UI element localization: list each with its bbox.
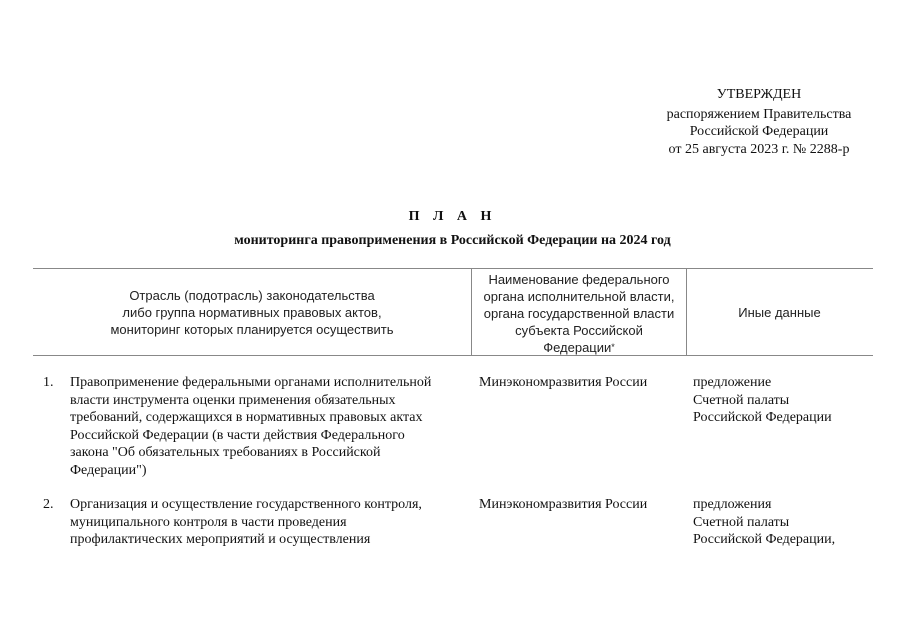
row-branch-text: Организация и осуществление государственного контроля, муниципального контроля в части проведения профилактических мероприятий и осуществления bbox=[70, 497, 422, 547]
table-row bbox=[33, 496, 873, 556]
row-branch-text: Правоприменение федеральными органами исполнительной власти инструмента оценки применения обязательных требований, содержащихся в нормативных правовых актах Российской Федерации (в части действия Федерального закона "Об обязательных требованиях в Российской Федерации") bbox=[70, 375, 432, 478]
row-number: 2. bbox=[43, 497, 54, 512]
header-cell-authority bbox=[471, 269, 687, 355]
row-other-data: предложения Счетной палаты Российской Федерации, bbox=[693, 497, 836, 547]
approval-heading: УТВЕРЖДЕН bbox=[716, 87, 802, 102]
table-header bbox=[33, 268, 873, 356]
approval-line-1: распоряжением Правительства bbox=[666, 106, 852, 122]
row-authority: Минэкономразвития России bbox=[479, 497, 648, 512]
header-other-text: Иные данные bbox=[738, 304, 821, 320]
header-cell-branch bbox=[33, 269, 471, 355]
header-authority-content bbox=[484, 269, 675, 356]
row-number: 1. bbox=[43, 375, 54, 390]
header-cell-other bbox=[686, 269, 873, 355]
document-subtitle: мониторинга правоприменения в Российской Федерации на 2024 год bbox=[234, 233, 671, 248]
header-authority-text: Наименование федерального органа исполнительной власти, органа государственной власти субъекта Российской Федерации bbox=[483, 271, 675, 355]
row-other-data: предложение Счетной палаты Российской Федерации bbox=[693, 375, 832, 425]
table-row bbox=[33, 374, 873, 484]
approval-line-2: Российской Федерации bbox=[689, 124, 829, 139]
document-title: П Л А Н bbox=[408, 209, 497, 224]
header-branch-text: Отрасль (подотрасль) законодательства либо группа нормативных правовых актов, мониторинг которых планируется осуществить bbox=[110, 287, 394, 337]
approval-line-3: от 25 августа 2023 г. № 2288-р bbox=[668, 141, 850, 157]
row-authority: Минэкономразвития России bbox=[479, 375, 648, 390]
approval-block bbox=[630, 86, 888, 158]
footnote-marker: * bbox=[611, 341, 615, 352]
plan-table bbox=[33, 268, 873, 547]
